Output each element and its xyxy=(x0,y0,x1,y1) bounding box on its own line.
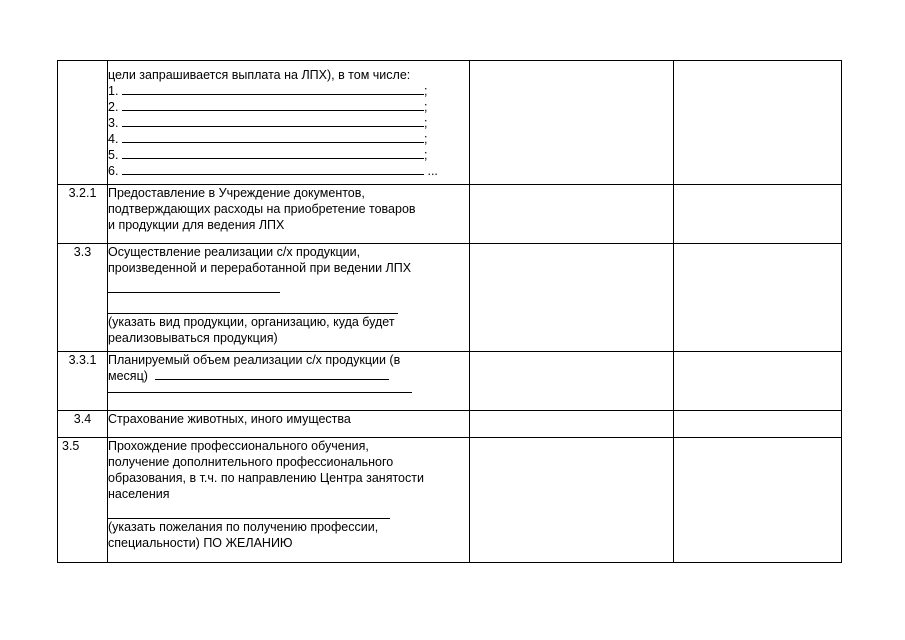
row-description: Прохождение профессионального обучения, получение дополнительного профессионального образования, в т.ч. по направлению Центра занятости населения (указать пожелания по получению профессии, специальности) ПО ЖЕЛАНИЮ xyxy=(108,438,470,563)
table-row xyxy=(58,352,842,411)
row-number: 3.3.1 xyxy=(58,352,108,411)
empty-cell[interactable] xyxy=(470,411,674,438)
list-item: 1. ; xyxy=(108,84,428,98)
row-number xyxy=(58,61,108,185)
empty-cell[interactable] xyxy=(470,61,674,185)
row-number: 3.4 xyxy=(58,411,108,438)
empty-cell[interactable] xyxy=(470,185,674,244)
blank-line[interactable] xyxy=(155,368,389,380)
row-description: Предоставление в Учреждение документов, подтверждающих расходы на приобретение товаров и продукции для ведения ЛПХ xyxy=(108,185,470,244)
row-description: Осуществление реализации с/х продукции, произведенной и переработанной при ведении ЛПХ (указать вид продукции, организацию, куда будет реализовываться продукция) xyxy=(108,244,470,352)
blank-line[interactable] xyxy=(122,147,424,159)
blank-line[interactable] xyxy=(122,83,424,95)
row-number: 3.5 xyxy=(58,438,108,563)
blank-line[interactable] xyxy=(122,99,424,111)
table-row xyxy=(58,438,842,563)
blank-line[interactable] xyxy=(122,163,424,175)
list-item: 3. ; xyxy=(108,116,428,130)
list-heading: цели запрашивается выплата на ЛПХ), в том числе: xyxy=(108,68,411,82)
form-table xyxy=(57,60,842,563)
list-item: 4. ; xyxy=(108,132,428,146)
empty-cell[interactable] xyxy=(470,438,674,563)
empty-cell[interactable] xyxy=(674,61,842,185)
blank-line[interactable] xyxy=(108,504,390,519)
blank-line[interactable] xyxy=(108,278,280,293)
row-description xyxy=(108,61,470,185)
empty-cell[interactable] xyxy=(674,411,842,438)
row-description: Страхование животных, иного имущества xyxy=(108,411,470,438)
empty-cell[interactable] xyxy=(674,244,842,352)
table-row xyxy=(58,61,842,185)
table-row xyxy=(58,411,842,438)
blank-line[interactable] xyxy=(108,384,412,393)
blank-line[interactable] xyxy=(122,131,424,143)
empty-cell[interactable] xyxy=(470,244,674,352)
empty-cell[interactable] xyxy=(674,352,842,411)
empty-cell[interactable] xyxy=(470,352,674,411)
table-row xyxy=(58,244,842,352)
list-item: 6. ... xyxy=(108,164,438,178)
blank-line[interactable] xyxy=(108,299,398,314)
row-number: 3.2.1 xyxy=(58,185,108,244)
list-item: 5. ; xyxy=(108,148,428,162)
row-number: 3.3 xyxy=(58,244,108,352)
table-row xyxy=(58,185,842,244)
empty-cell[interactable] xyxy=(674,185,842,244)
list-item: 2. ; xyxy=(108,100,428,114)
row-description: Планируемый объем реализации с/х продукции (в месяц) xyxy=(108,352,470,411)
empty-cell[interactable] xyxy=(674,438,842,563)
blank-line[interactable] xyxy=(122,115,424,127)
